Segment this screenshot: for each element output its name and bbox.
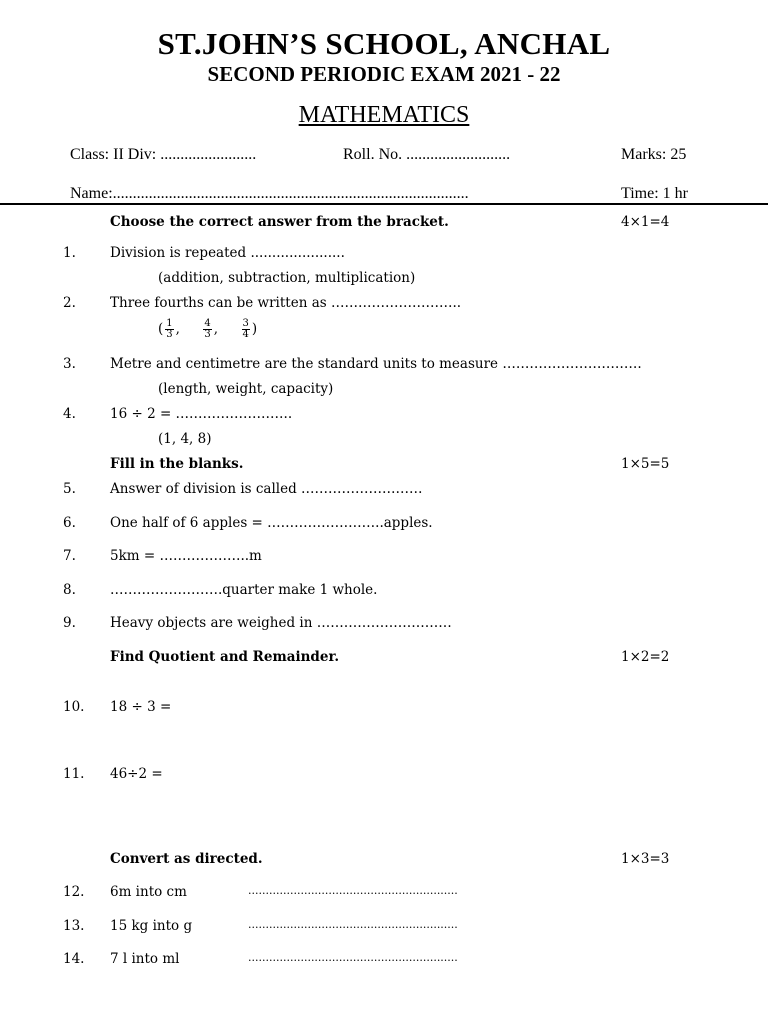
question-text: Heavy objects are weighed in ………………………… — [110, 615, 452, 631]
question-text: 5km = ………………..m — [110, 548, 262, 564]
name-field: Name:......................................................................................... — [70, 185, 469, 202]
question-text: Three fourths can be written as ……………………….. — [110, 295, 462, 311]
time-label: Time: 1 hr — [621, 185, 688, 202]
section-heading: Choose the correct answer from the bracket. — [110, 214, 449, 230]
question-number: 10. — [63, 699, 85, 715]
question-text: Answer of division is called ……………………… — [110, 481, 423, 497]
answer-blank: ............................................................ — [248, 918, 458, 931]
question-text: 46÷2 = — [110, 766, 163, 782]
fraction: $\frac{3}{4}$ — [242, 318, 249, 340]
section-marks: 1×3=3 — [621, 851, 670, 867]
roll-no-field: Roll. No. .......................... — [343, 146, 511, 163]
question-number: 11. — [63, 766, 85, 782]
question-options: (1, 4, 8) — [158, 431, 212, 447]
marks-label: Marks: 25 — [621, 146, 687, 163]
question-text: Metre and centimetre are the standard units to measure …………………………. — [110, 356, 642, 372]
question-options: (length, weight, capacity) — [158, 381, 334, 397]
question-number: 8. — [63, 582, 76, 598]
header-divider — [0, 203, 768, 205]
answer-blank: ............................................................ — [248, 884, 458, 897]
section-marks: 4×1=4 — [621, 214, 670, 230]
question-number: 6. — [63, 515, 76, 531]
section-heading: Convert as directed. — [110, 851, 263, 867]
question-text: 16 ÷ 2 = …………………….. — [110, 406, 293, 422]
question-number: 1. — [63, 245, 76, 261]
answer-blank: ............................................................ — [248, 951, 458, 964]
question-number: 7. — [63, 548, 76, 564]
fraction: $\frac{1}{3}$ — [166, 318, 173, 340]
question-text: 7 l into ml — [110, 951, 180, 967]
question-number: 4. — [63, 406, 76, 422]
question-text: One half of 6 apples = ……………………..apples. — [110, 515, 433, 531]
question-number: 3. — [63, 356, 76, 372]
question-number: 12. — [63, 884, 85, 900]
school-name: ST.JOHN’S SCHOOL, ANCHAL — [157, 26, 611, 61]
subject-title: MATHEMATICS — [298, 102, 470, 128]
fraction: $\frac{4}{3}$ — [204, 318, 211, 340]
question-number: 9. — [63, 615, 76, 631]
question-number: 13. — [63, 918, 85, 934]
section-heading: Fill in the blanks. — [110, 456, 244, 472]
question-text: 6m into cm — [110, 884, 187, 900]
question-text: Division is repeated ...................... — [110, 245, 345, 261]
question-text: …………………….quarter make 1 whole. — [110, 582, 378, 598]
section-heading: Find Quotient and Remainder. — [110, 649, 340, 665]
bracket: ( — [158, 321, 164, 337]
question-number: 2. — [63, 295, 76, 311]
question-options: (addition, subtraction, multiplication) — [158, 270, 416, 286]
question-number: 14. — [63, 951, 85, 967]
exam-title: SECOND PERIODIC EXAM 2021 - 22 — [207, 62, 561, 86]
class-div-field: Class: II Div: ........................ — [70, 146, 257, 163]
section-marks: 1×2=2 — [621, 649, 670, 665]
question-text: 18 ÷ 3 = — [110, 699, 172, 715]
section-marks: 1×5=5 — [621, 456, 670, 472]
question-number: 5. — [63, 481, 76, 497]
bracket: ) — [251, 321, 258, 337]
fraction-options: ( $\frac{1}{3}$ , $\frac{4}{3}$ , $\frac{3}{4}$ ) — [158, 318, 258, 340]
question-text: 15 kg into g — [110, 918, 193, 934]
